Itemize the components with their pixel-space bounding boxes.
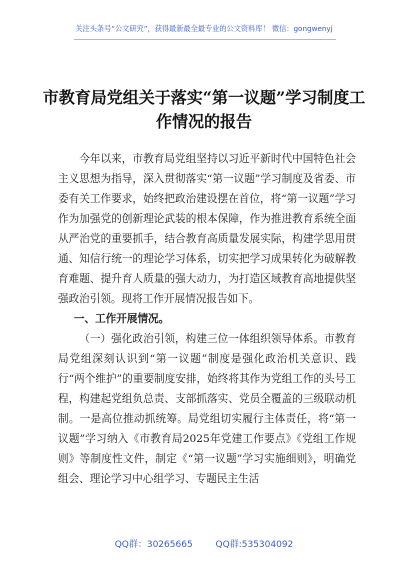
- footer: [0, 539, 408, 551]
- qq-group-left: QQ群：30265665: [114, 540, 193, 550]
- section-heading: 一、工作开展情况。: [73, 313, 170, 325]
- header-notice: 关注头条号“公文研究”，获得最新最全最专业的公文资料库！ 微信：gongwenyj: [75, 24, 333, 33]
- document-title: 市教育局党组关于落实“第一议题”学习制度工作情况的报告: [42, 88, 366, 131]
- section-paragraph: （一）强化政治引领，构建三位一体组织领导体系。市教育局党组深刻认识到“第一议题”制度是强化政治机关意识、践行“两个维护”的重要制度安排，始终将其作为党组工作的头号工程，构建起党组负总责、支部抓落实、党员全覆盖的三级联动机制。一是高位推动抓统筹。局党组切实履行主体责任，将“第一议题”学习纳入《市教育局2025年党建工作要点》《党组工作规则》等制度性文件，制定《“第一议题”学习实施细则》，明确党组会、理论学习中心组学习、专题民主生活: [58, 333, 356, 485]
- document-body: [58, 149, 356, 489]
- intro-paragraph: 今年以来，市教育局党组坚持以习近平新时代中国特色社会主义思想为指导，深入贯彻落实“第一议题”学习制度及省委、市委有关工作要求，始终把政治建设摆在首位，将“第一议题”学习作为加强党的创新理论武装的根本保障，作为推进教育系统全面从严治党的重要抓手，结合教育高质量发展实际，构建学思用贯通、知信行统一的理论学习体系，切实把学习成果转化为破解教育难题、提升育人质量的强大动力，为打造区域教育高地提供坚强政治引领。现将工作开展情况报告如下。: [58, 153, 356, 305]
- header-divider: [74, 39, 336, 40]
- qq-group-right: QQ群:535304092: [215, 540, 294, 550]
